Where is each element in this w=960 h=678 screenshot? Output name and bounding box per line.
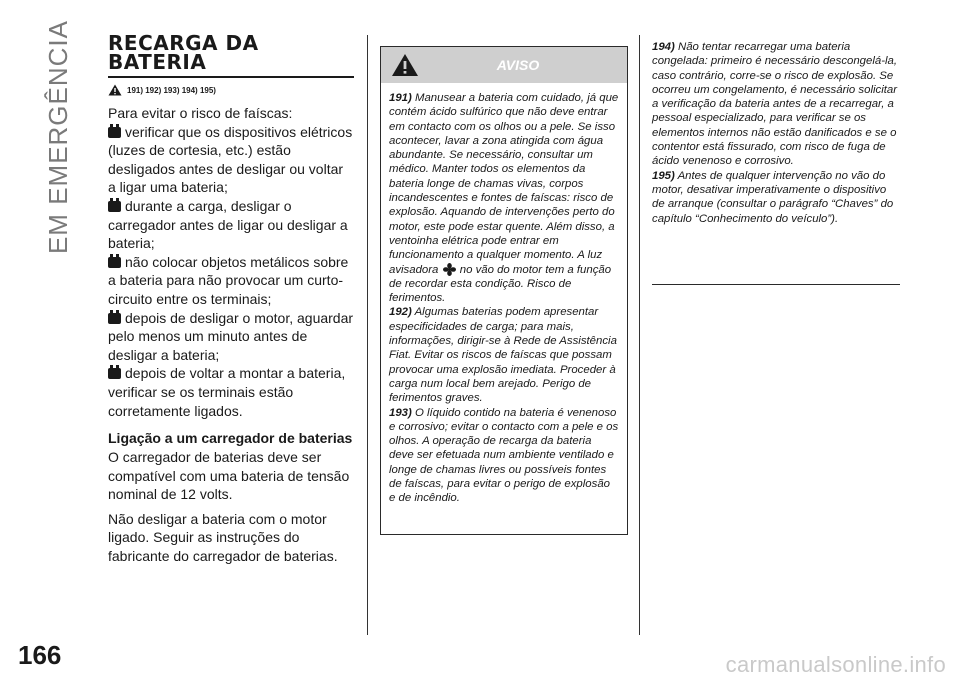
- list-item: [108, 197, 354, 253]
- battery-icon: [108, 127, 121, 138]
- warning-note: [389, 91, 619, 305]
- note-text: O líquido contido na bateria é venenoso e corrosivo; evitar o contacto com a pele e os olhos. A operação de recarga da bateria deve ser efetuada num ambiente ventilado e longe de chamas livres ou possíveis fontes de faíscas, para evitar o perigo de explosão e de incêndio.: [389, 406, 619, 505]
- column-divider-1: [367, 35, 368, 635]
- subheading: Ligação a um carregador de baterias: [108, 430, 353, 447]
- list-item: [108, 364, 354, 420]
- warning-continued: [652, 40, 900, 285]
- paragraph: Não desligar a bateria com o motor ligado. Seguir as instruções do fabricante do carregador de baterias.: [108, 510, 338, 565]
- section-title-line1: RECARGA DA: [108, 31, 259, 55]
- warning-header: [381, 47, 627, 83]
- note-number: 191): [389, 92, 412, 104]
- warning-note: [389, 406, 619, 506]
- list-item-text: durante a carga, desligar o carregador antes de ligar ou desligar a bateria;: [108, 197, 348, 252]
- column-divider-2: [639, 35, 640, 635]
- note-text: Manusear a bateria com cuidado, já que contém ácido sulfúrico que não deve entrar em contacto com os olhos ou a pele. Se isso acontecer, lavar a zona atingida com água abundante. Se necessário, consultar um médico. Manter todos os elementos da bateria longe de chamas vivas, corpos incandescentes e fontes de faíscas: risco de explosão. Aquando de intervenções perto do motor, este pode estar quente. Além disso, a ventoinha elétrica pode entrar em funcionamento a qualquer momento. A luz avisadora: [389, 92, 619, 276]
- battery-icon: [108, 201, 121, 212]
- side-section-title-text: EM EMERGÊNCIA: [42, 20, 73, 255]
- list-item: [108, 123, 354, 197]
- list-item: [108, 253, 354, 309]
- fan-icon: [443, 263, 456, 276]
- side-section-title: [38, 20, 78, 330]
- note-text: no vão do motor tem a função de recordar esta condição. Risco de ferimentos.: [389, 263, 612, 305]
- note-number: 194): [652, 41, 675, 53]
- warning-small-icon: [108, 84, 122, 96]
- list-item-text: verificar que os dispositivos elétricos (luzes de cortesia, etc.) estão desligados antes de desligar ou voltar a ligar uma bateria;: [108, 123, 353, 196]
- note-text: Não tentar recarregar uma bateria congelada: primeiro é necessário descongelá-la, caso contrário, corre-se o risco de explosão. Se ocorreu um congelamento, é necessário solicitar a verificação da bateria antes de a recarregar, a pessoal especializado, para verificar se os elementos internos não estão danificados e se o contentor está fissurado, com risco de fuga de ácido venenoso e corrosivo.: [652, 41, 898, 168]
- note-text: Algumas baterias podem apresentar especificidades de carga; para mais, informações, dirigir-se à Rede de Assistência Fiat. Evitar os riscos de faíscas que possam provocar uma explosão imediata. Proceder à carga num local bem arejado. Perigo de ferimentos graves.: [389, 306, 617, 405]
- warning-note: [389, 305, 619, 405]
- warning-title: AVISO: [496, 57, 540, 73]
- warning-body: [381, 83, 627, 506]
- note-number: 192): [389, 306, 412, 319]
- warning-box: [380, 46, 628, 535]
- list-item-text: não colocar objetos metálicos sobre a bateria para não provocar um curto-circuito entre os terminais;: [108, 253, 349, 307]
- note-number: 195): [652, 169, 675, 182]
- list-item-text: depois de desligar o motor, aguardar pelo menos um minuto antes de desligar a bateria;: [108, 309, 354, 363]
- section-title-line2: BATERIA: [108, 50, 207, 74]
- main-column: [108, 31, 354, 566]
- warning-note: [652, 169, 900, 226]
- battery-icon: [108, 313, 121, 324]
- warning-triangle-icon: [391, 53, 419, 77]
- note-text: Antes de qualquer intervenção no vão do motor, desativar imperativamente o dispositivo de arranque (consultar o parágrafo “Chaves” do capítulo “Conhecimento do veículo”).: [652, 169, 894, 225]
- reference-list: [108, 84, 354, 96]
- warning-note: [652, 40, 900, 169]
- watermark: carmanualsonline.info: [725, 652, 946, 677]
- battery-icon: [108, 368, 121, 379]
- section-title: [108, 31, 354, 78]
- list-item: [108, 309, 354, 365]
- intro-text: Para evitar o risco de faíscas:: [108, 105, 293, 121]
- paragraph: O carregador de baterias deve ser compatível com uma bateria de tensão nominal de 12 volts.: [108, 449, 350, 503]
- note-number: 193): [389, 406, 412, 419]
- battery-icon: [108, 257, 121, 268]
- page-number: 166: [18, 640, 62, 670]
- reference-numbers: 191) 192) 193) 194) 195): [127, 85, 216, 95]
- list-item-text: depois de voltar a montar a bateria, verificar se os terminais estão corretamente ligados.: [108, 365, 346, 419]
